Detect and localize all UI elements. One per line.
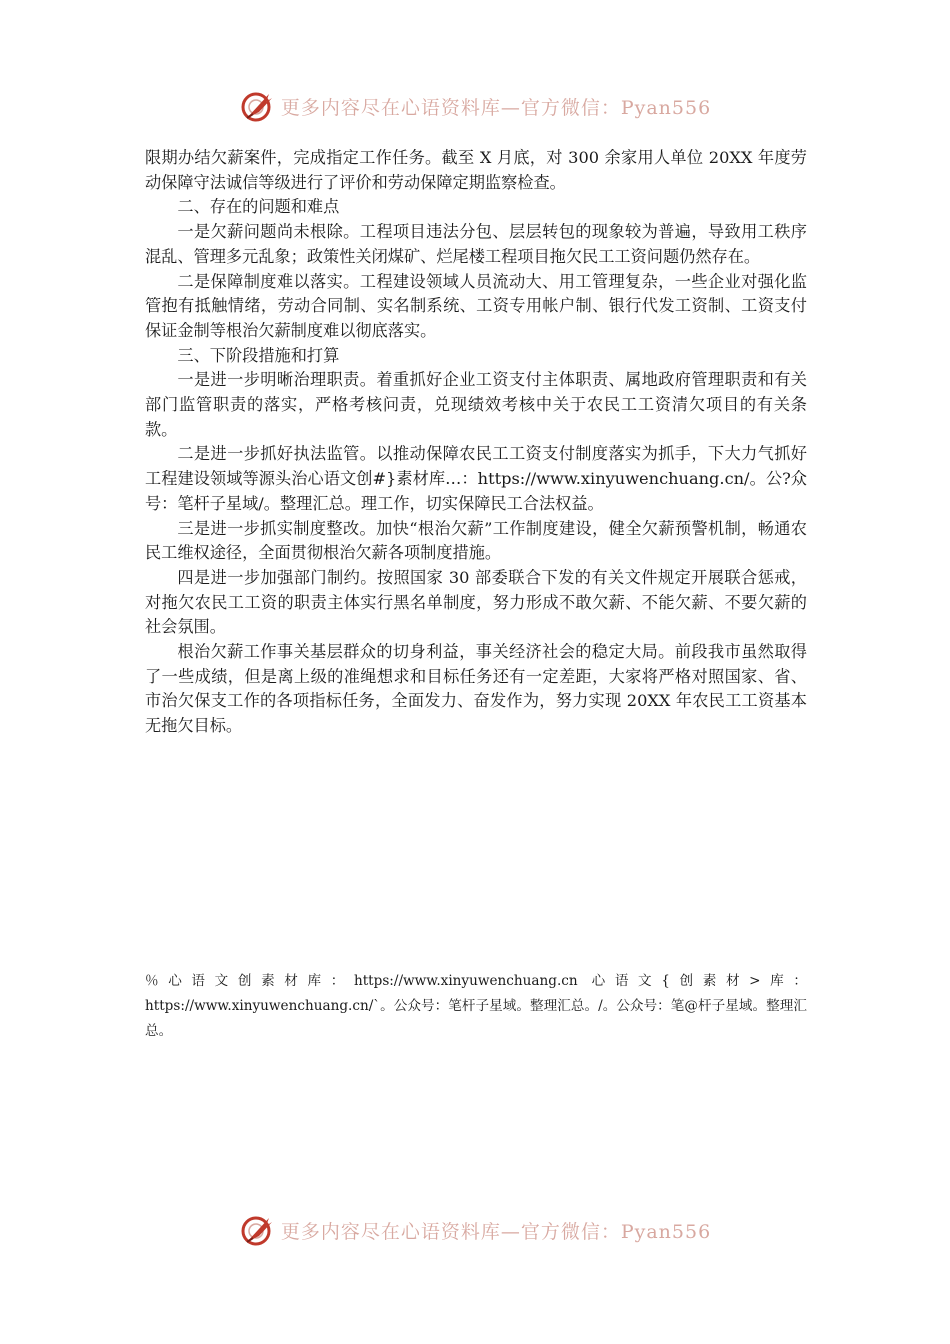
quill-logo-icon xyxy=(239,1212,275,1248)
footer-note xyxy=(145,969,807,1044)
quill-logo-icon xyxy=(239,88,275,124)
document-body xyxy=(145,146,807,739)
banner-text: 更多内容尽在心语资料库—官方微信：Pyan556 xyxy=(280,1220,712,1243)
footer-banner xyxy=(0,1208,950,1252)
section-heading: 二、存在的问题和难点 xyxy=(177,197,340,217)
header-banner xyxy=(0,84,950,128)
paragraph: 二是保障制度难以落实。工程建设领域人员流动大、用工管理复杂，一些企业对强化监管抱有抵触情绪，劳动合同制、实名制系统、工资专用帐户制、银行代发工资制、工资支付保证金制等根治欠薪制度难以彻底落实。 xyxy=(145,271,807,340)
paragraph: 二是进一步抓好执法监管。以推动保障农民工工资支付制度落实为抓手，下大力气抓好工程建设领域等源头治心语文创#}素材库…：https://www.xinyuwenchuang.cn/。公?众号：笔杆子星域/。整理汇总。理工作，切实保障民工合法权益。 xyxy=(145,444,807,513)
footer-paragraph: ％心语文创素材库：https://www.xinyuwenchuang.cn 心语文{创素材>库：https://www.xinyuwenchuang.cn/`。公众号：笔杆子星域。整理汇总。/。公众号：笔@杆子星域。整理汇总。 xyxy=(145,973,807,1039)
banner-text: 更多内容尽在心语资料库—官方微信：Pyan556 xyxy=(280,96,712,119)
paragraph: 根治欠薪工作事关基层群众的切身利益，事关经济社会的稳定大局。前段我市虽然取得了一些成绩，但是离上级的准绳想求和目标任务还有一定差距，大家将严格对照国家、省、市治欠保支工作的各项指标任务，全面发力、奋发作为，努力实现 20XX 年农民工工资基本无拖欠目标。 xyxy=(145,642,807,736)
paragraph: 四是进一步加强部门制约。按照国家 30 部委联合下发的有关文件规定开展联合惩戒，对拖欠农民工工资的职责主体实行黑名单制度，努力形成不敢欠薪、不能欠薪、不要欠薪的社会氛围。 xyxy=(145,567,807,637)
paragraph: 限期办结欠薪案件，完成指定工作任务。截至 X 月底，对 300 余家用人单位 20XX 年度劳动保障守法诚信等级进行了评价和劳动保障定期监察检查。 xyxy=(145,148,807,192)
paragraph: 一是进一步明晰治理职责。着重抓好企业工资支付主体职责、属地政府管理职责和有关部门监管职责的落实，严格考核问责，兑现绩效考核中关于农民工工资清欠项目的有关条款。 xyxy=(145,370,807,439)
paragraph: 三是进一步抓实制度整改。加快“根治欠薪”工作制度建设，健全欠薪预警机制，畅通农民工维权途径，全面贯彻根治欠薪各项制度措施。 xyxy=(145,518,807,563)
paragraph: 一是欠薪问题尚未根除。工程项目违法分包、层层转包的现象较为普遍，导致用工秩序混乱、管理多元乱象；政策性关闭煤矿、烂尾楼工程项目拖欠民工工资问题仍然存在。 xyxy=(145,222,807,266)
section-heading: 三、下阶段措施和打算 xyxy=(177,345,340,365)
